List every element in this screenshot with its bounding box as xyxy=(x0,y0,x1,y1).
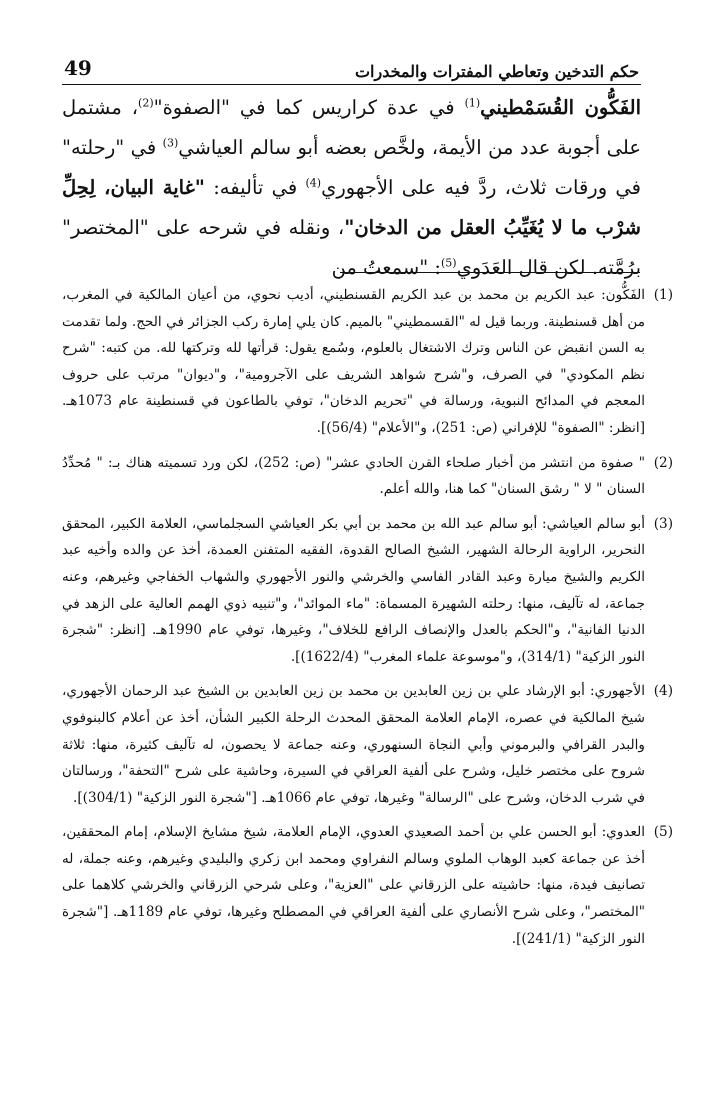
footnote-ref-3: (3) xyxy=(162,136,179,150)
main-text-segment: ، ونقله في شرحه على "المختصر" برُمَّته. لكن قال العَدَوي xyxy=(62,216,641,279)
footnote-ref-5: (5) xyxy=(440,256,457,270)
footnote-ref-1: (1) xyxy=(464,96,481,110)
page-number: 49 xyxy=(64,56,92,80)
footnote xyxy=(62,511,673,671)
footnotes xyxy=(62,282,673,960)
main-text-segment: ، مشتمل على أجوبة عدد من الأيمة، ولخَّص بعضه أبو سالم العياشي xyxy=(62,96,641,159)
book-title-bold: "غاية البيان، لِحِلِّ شرْب ما لا يُغَيِّبُ العقل من الدخان" xyxy=(62,176,641,239)
running-header xyxy=(62,54,641,85)
main-paragraph xyxy=(62,88,641,288)
main-text-segment: في تأليفه: xyxy=(204,176,306,199)
main-text-segment: : "سمعتُ من xyxy=(331,256,441,279)
footnote-text: " صفوة من انتشر من أخبار صلحاء القرن الحادي عشر" (ص: 252)، لكن ورد تسميته هناك بـ: " مُحدِّدُ السنان " لا " رشق السنان" كما هنا، والله أعلم. xyxy=(62,454,645,498)
footnote-number: (3) xyxy=(653,515,673,532)
main-text xyxy=(62,88,641,288)
footnote xyxy=(62,819,673,952)
main-text-segment: في عدة كراريس كما في "الصفوة" xyxy=(153,96,465,119)
footnote-text: الفَكُّون: عبد الكريم بن محمد بن عبد الكريم القسنطيني، أديب نحوي، من أعيان المالكية في المغرب، من أهل قسنطينة. وربما قيل له "القسمطيني" بالميم. كان يلي إمارة ركب الجزائر في الحج. ولما تقدمت به السن انقبض عن الناس وترك الاشتغال بالعلوم، وسُمع يقول: قرأتها لله وتركتها لله. من كتبه: "شرح نظم المكودي" في الصرف، و"شرح شواهد الشريف على الآجرومية"، و"ديوان" مرتب على حروف المعجم في المدائح النبوية، ورسالة في "تحريم الدخان"، توفي بالطاعون في قسنطينة عام 1073هـ. [انظر: "الصفوة" للإفراني (ص: 251)، و"الأعلام" (56/4)]. xyxy=(62,287,645,436)
running-title: حكم التدخين وتعاطي المفترات والمخدرات xyxy=(354,62,639,81)
footnote xyxy=(62,678,673,811)
footnote-ref-4: (4) xyxy=(305,176,322,190)
main-text-segment: في "رحلته" في ورقات ثلاث، ردَّ فيه على الأجهوري xyxy=(62,136,641,199)
footnote-number: (5) xyxy=(653,824,673,841)
footnote-number: (1) xyxy=(653,287,673,303)
main-text-segment: الفَكُّون القُسَمْطيني xyxy=(480,96,641,119)
footnote-number: (2) xyxy=(653,454,673,471)
footnote-ref-2: (2) xyxy=(138,96,154,110)
footnote xyxy=(62,450,673,503)
footnote-text: أبو سالم العياشي: أبو سالم عبد الله بن محمد بن أبي بكر العياشي السجلماسي، العلامة الكبير، المحقق النحرير، الراوية الرحالة الشهير، الشيخ الصالح القدوة، الفقيه المتفنن العمدة، أخذ عن والده وأخيه عبد الكريم والشيخ ميارة وعبد القادر الفاسي والخرشي والنور الأجهوري والشهاب الخفاجي وغيرهم، وعنه جماعة، له تآليف، منها: رحلته الشهيرة المسماة: "ماء الموائد"، و"تنبيه ذوي الهمم العالية على الزهد في الدنيا الفانية"، و"الحكم بالعدل والإنصاف الرافع للخلاف"، وغيرها، توفي عام 1990هـ. [انظر: "شجرة النور الزكية" (314/1)، و"موسوعة علماء المغرب" (1622/4)]. xyxy=(62,515,645,665)
footnote-number: (4) xyxy=(653,683,673,700)
footnote-text: العدوي: أبو الحسن علي بن أحمد الصعيدي العدوي، الإمام العلامة، شيخ مشايخ الإسلام، إمام المحققين، أخذ عن جماعة كعبد الوهاب الملوي وسالم النفراوي ومحمد ابن زكري والبليدي وغيرهم، وعنه جملة، له تصانيف فيدة، منها: حاشيته على الزرقاني على "العزية"، وعلى شرحي الزرقاني والخرشي كلاهما على "المختصر"، وعلى شرح الأنصاري على ألفية العراقي في المصطلح وغيرها، توفي عام 1189هـ. ["شجرة النور الزكية" (241/1)]. xyxy=(62,824,645,947)
footnote-separator xyxy=(340,272,640,273)
footnote-text: الأجهوري: أبو الإرشاد علي بن زين العابدين بن محمد بن زين العابدين بن الشيخ عبد الرحمان الأجهوري، شيخ المالكية في عصره، الإمام العلامة المحقق المحدث الرحلة الكبير الشأن، أخذ عن أعلام كالبنوفوي والبدر القرافي والبرموني وأبي النجاة السنهوري، وعنه جماعة لا يحصون، له تآليف كثيرة، منها: ثلاثة شروح على مختصر خليل، وشرح على ألفية العراقي في السيرة، وحاشية على شرح "التحفة"، ورسالتان في شرب الدخان، وشرح على "الرسالة" وغيرها، توفي عام 1066هـ. ["شجرة النور الزكية" (304/1)]. xyxy=(62,683,646,806)
footnote xyxy=(62,282,673,442)
